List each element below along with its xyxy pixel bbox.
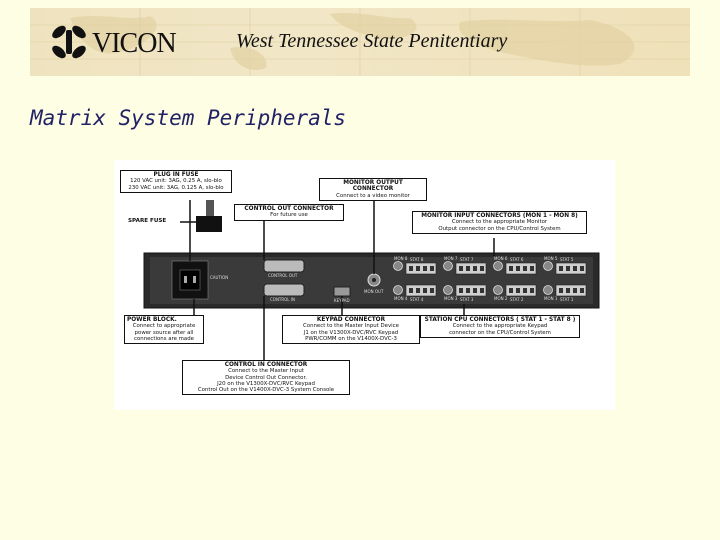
monitor-output-callout (319, 178, 427, 201)
connector-pin (573, 266, 577, 271)
connector-pin (423, 288, 427, 293)
monitor-bnc-connector (444, 262, 453, 271)
power-block-line-3: connections are made (134, 335, 194, 342)
connector-pin (466, 266, 470, 271)
plug-in-fuse-line-2: 230 VAC unit: 3AG, 0.125 A, slo-blo (128, 184, 224, 191)
connector-pin (509, 288, 513, 293)
monitor-input-line-2: Output connector on the CPU/Control System (438, 225, 561, 232)
connector-pin (473, 266, 477, 271)
connector-pin (409, 288, 413, 293)
header-title: West Tennessee State Penitentiary (236, 30, 508, 52)
logo-text: VICON (92, 28, 176, 59)
mon-out-panel-label: MON OUT (364, 289, 384, 294)
control-out-callout (234, 204, 344, 221)
connector-pin (580, 266, 584, 271)
monitor-bnc-connector (394, 262, 403, 271)
keypad-panel-label: KEYPAD (334, 298, 350, 303)
connector-pin (480, 288, 484, 293)
connector-pin (516, 288, 520, 293)
stat-top-label: STAT 7 (460, 257, 474, 262)
plug-in-fuse-callout (120, 170, 232, 193)
control-in-callout (182, 360, 350, 395)
connector-pin (459, 288, 463, 293)
station-cpu-line-2: connector on the CPU/Control System (449, 329, 551, 336)
keypad-line-1: Connect to the Master Input Device (303, 323, 399, 330)
monitor-bnc-connector (494, 286, 503, 295)
plug-in-fuse-heading: PLUG IN FUSE (153, 172, 199, 178)
connector-pin (573, 288, 577, 293)
station-cpu-heading: STATION CPU CONNECTORS ( STAT 1 - STAT 8 ) (424, 317, 576, 323)
stat-bottom-label: STAT 2 (510, 297, 524, 302)
control-in-heading: CONTROL IN CONNECTOR (224, 362, 308, 368)
connector-pin (523, 266, 527, 271)
power-block-line-1: Connect to appropriate (132, 323, 196, 330)
power-block-heading: POWER BLOCK. (127, 317, 177, 323)
connector-pin (566, 266, 570, 271)
monitor-bnc-connector (394, 286, 403, 295)
station-cpu-callout (420, 315, 580, 338)
page-title: Matrix System Peripherals (30, 106, 347, 130)
power-block-line-2: power source after all (134, 329, 194, 336)
control-in-line-4: Control Out on the V1400X-DVC-3 System Console (197, 387, 335, 394)
mon-top-label: MON 5 (544, 256, 558, 261)
caution-label: CAUTION (210, 275, 229, 280)
stat-top-label: STAT 5 (560, 257, 574, 262)
monitor-input-heading: MONITOR INPUT CONNECTORS (MON 1 - MON 8) (421, 213, 578, 219)
connector-pin (473, 288, 477, 293)
monitor-input-callout (412, 211, 587, 234)
monitor-output-line-1: Connect to a video monitor (336, 192, 410, 199)
monitor-bnc-connector (444, 286, 453, 295)
keypad-heading: KEYPAD CONNECTOR (316, 317, 386, 323)
control-in-line-1: Connect to the Master Input (228, 368, 304, 375)
spare-fuse-label: SPARE FUSE (128, 218, 167, 224)
control-out-line-1: For future use (270, 212, 308, 219)
connector-pin (480, 266, 484, 271)
connector-pin (509, 266, 513, 271)
mon-bottom-label: MON 1 (544, 296, 558, 301)
stat-top-label: STAT 8 (410, 257, 424, 262)
monitor-bnc-connector (494, 262, 503, 271)
control-in-panel-label: CONTROL IN (270, 297, 295, 302)
connector-pin (430, 266, 434, 271)
stat-top-label: STAT 6 (510, 257, 524, 262)
control-out-panel-label: CONTROL OUT (268, 273, 298, 278)
connector-pin (430, 288, 434, 293)
vicon-logo-mark-icon (48, 22, 90, 62)
connector-pin (559, 266, 563, 271)
connector-pin (416, 266, 420, 271)
mon-bottom-label: MON 2 (494, 296, 508, 301)
stat-bottom-label: STAT 1 (560, 297, 574, 302)
connector-pin (416, 288, 420, 293)
connector-pin (409, 266, 413, 271)
connector-pin (530, 266, 534, 271)
stat-bottom-label: STAT 4 (410, 297, 424, 302)
vicon-logo (48, 22, 178, 62)
mon-top-label: MON 8 (394, 256, 408, 261)
monitor-input-line-1: Connect to the appropriate Monitor (451, 219, 548, 226)
control-out-heading: CONTROL OUT CONNECTOR (244, 206, 334, 212)
connector-pin (466, 288, 470, 293)
connector-pin (459, 266, 463, 271)
connector-pin (580, 288, 584, 293)
connector-pin (530, 288, 534, 293)
rear-panel-diagram (114, 160, 615, 410)
connector-pin (566, 288, 570, 293)
stat-bottom-label: STAT 3 (460, 297, 474, 302)
plug-in-fuse-line-1: 120 VAC unit: 3AG, 0.25 A, slo-blo (130, 178, 222, 185)
station-cpu-line-1: Connect to the appropriate Keypad (452, 323, 548, 330)
monitor-bnc-connector (544, 262, 553, 271)
connector-pin (559, 288, 563, 293)
keypad-line-2: J1 on the V1300X-DVC/RVC Keypad (303, 329, 399, 336)
keypad-callout (282, 315, 420, 344)
mon-bottom-label: MON 4 (394, 296, 408, 301)
power-block-callout (124, 315, 204, 344)
connector-pin (523, 288, 527, 293)
keypad-line-3: PWR/COMM on the V1400X-DVC-3 (305, 335, 397, 342)
connector-pin (516, 266, 520, 271)
connector-pin (423, 266, 427, 271)
mon-top-label: MON 7 (444, 256, 458, 261)
mon-top-label: MON 6 (494, 256, 508, 261)
control-in-line-2: Device Control Out Connector. (225, 374, 307, 381)
control-in-line-3: J20 on the V1300X-DVC/RVC Keypad (217, 380, 315, 387)
monitor-bnc-connector (544, 286, 553, 295)
monitor-output-heading: MONITOR OUTPUT CONNECTOR (343, 180, 403, 193)
mon-bottom-label: MON 3 (444, 296, 458, 301)
